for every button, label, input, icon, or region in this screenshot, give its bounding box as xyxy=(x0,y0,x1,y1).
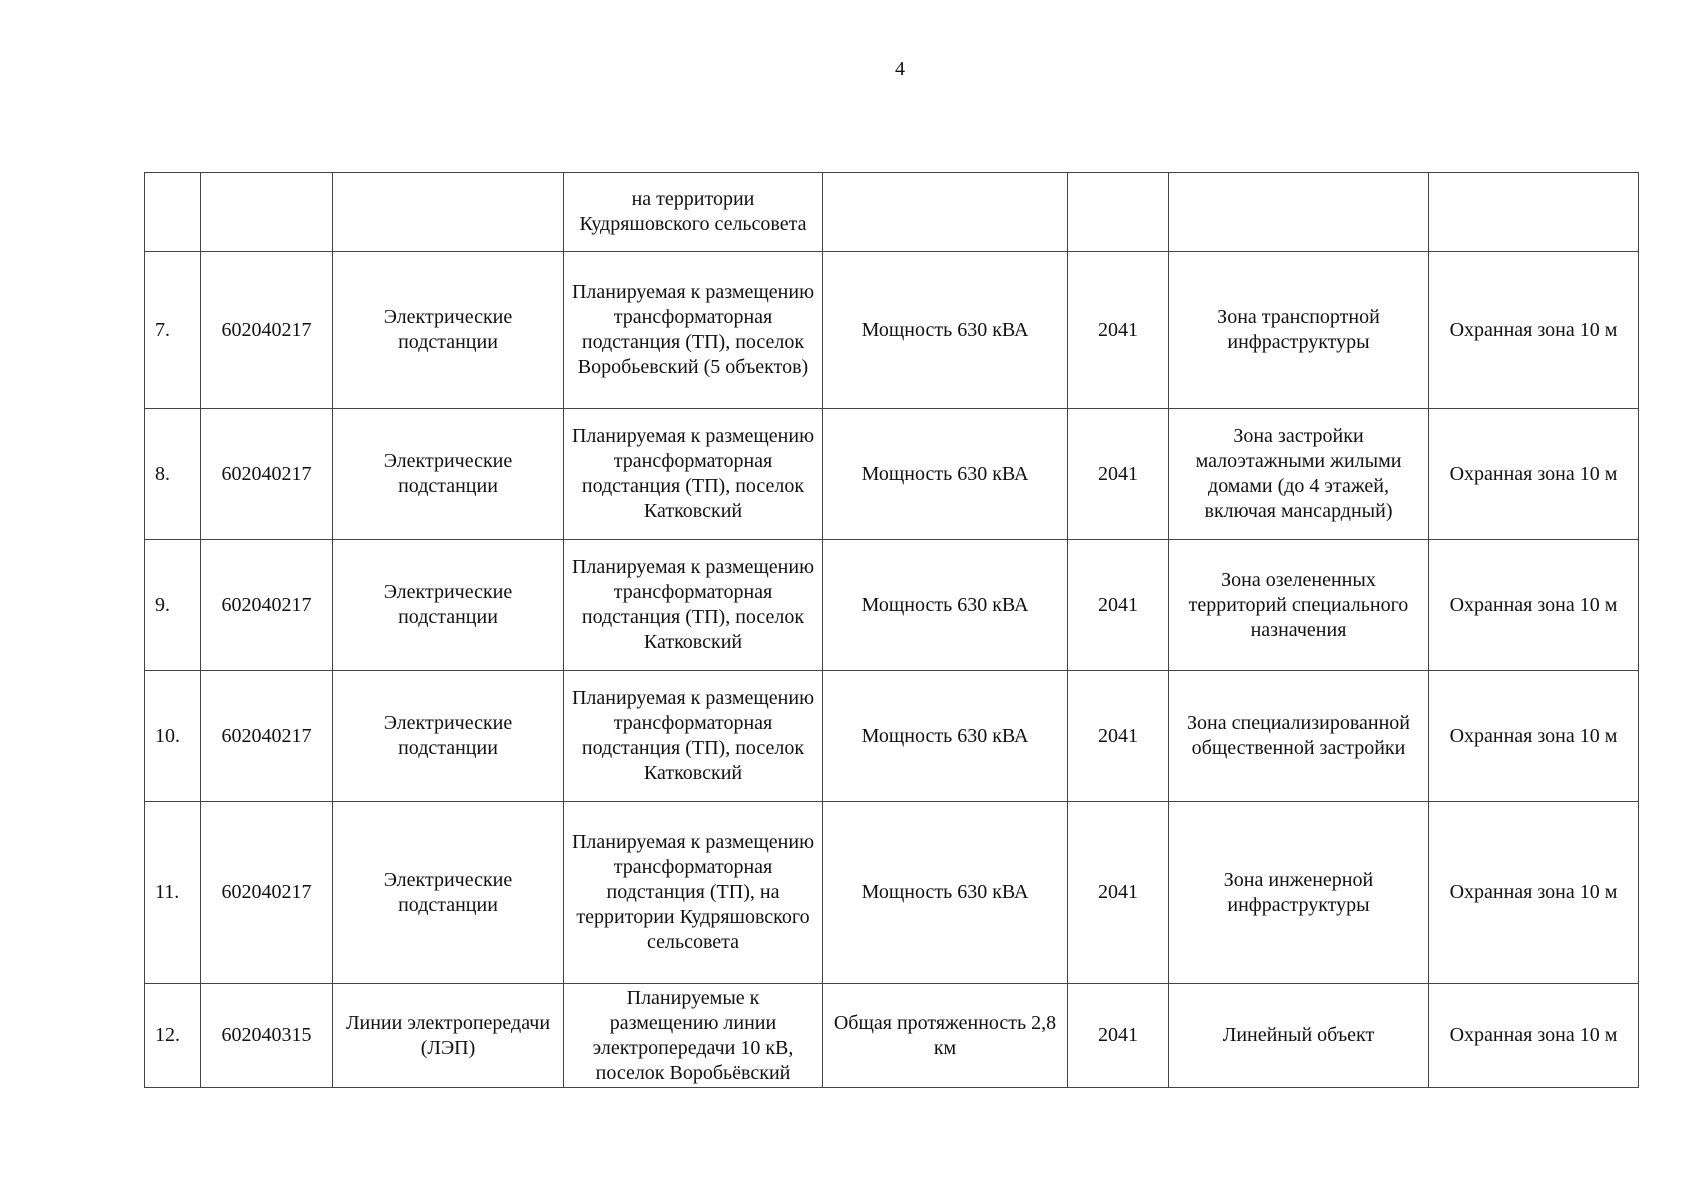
cell-zone: Зона инженерной инфраструктуры xyxy=(1169,802,1429,984)
cell-description: Планируемая к размещению трансформаторная подстанция (ТП), поселок Воробьевский (5 объектов) xyxy=(564,252,823,409)
cell-number: 9. xyxy=(145,540,201,671)
cell-number: 12. xyxy=(145,984,201,1088)
cell-zone xyxy=(1169,173,1429,252)
cell-code: 602040217 xyxy=(201,409,333,540)
table-row xyxy=(145,252,1639,409)
cell-description: Планируемая к размещению трансформаторная подстанция (ТП), на территории Кудряшовского сельсовета xyxy=(564,802,823,984)
table-row xyxy=(145,802,1639,984)
cell-description: на территории Кудряшовского сельсовета xyxy=(564,173,823,252)
cell-number: 11. xyxy=(145,802,201,984)
cell-characteristics: Мощность 630 кВА xyxy=(823,802,1068,984)
cell-number: 10. xyxy=(145,671,201,802)
table-row xyxy=(145,984,1639,1088)
cell-characteristics: Мощность 630 кВА xyxy=(823,252,1068,409)
cell-protection-zone: Охранная зона 10 м xyxy=(1429,252,1639,409)
table-row xyxy=(145,540,1639,671)
table-row-continuation xyxy=(145,173,1639,252)
cell-zone: Зона озелененных территорий специального назначения xyxy=(1169,540,1429,671)
cell-number: 7. xyxy=(145,252,201,409)
table-row xyxy=(145,409,1639,540)
cell-description: Планируемые к размещению линии электропередачи 10 кВ, поселок Воробьёвский xyxy=(564,984,823,1088)
cell-characteristics: Мощность 630 кВА xyxy=(823,671,1068,802)
cell-code: 602040217 xyxy=(201,252,333,409)
cell-code: 602040217 xyxy=(201,540,333,671)
cell-type: Линии электропередачи (ЛЭП) xyxy=(333,984,564,1088)
cell-year: 2041 xyxy=(1068,984,1169,1088)
cell-description: Планируемая к размещению трансформаторная подстанция (ТП), поселок Катковский xyxy=(564,540,823,671)
cell-characteristics: Мощность 630 кВА xyxy=(823,540,1068,671)
cell-number: 8. xyxy=(145,409,201,540)
cell-protection-zone: Охранная зона 10 м xyxy=(1429,802,1639,984)
cell-zone: Линейный объект xyxy=(1169,984,1429,1088)
cell-type: Электрические подстанции xyxy=(333,409,564,540)
cell-code: 602040217 xyxy=(201,671,333,802)
cell-year: 2041 xyxy=(1068,802,1169,984)
cell-zone: Зона транспортной инфраструктуры xyxy=(1169,252,1429,409)
cell-type: Электрические подстанции xyxy=(333,252,564,409)
cell-protection-zone: Охранная зона 10 м xyxy=(1429,984,1639,1088)
cell-characteristics: Мощность 630 кВА xyxy=(823,409,1068,540)
cell-protection-zone: Охранная зона 10 м xyxy=(1429,409,1639,540)
page-number: 4 xyxy=(895,58,905,80)
cell-year: 2041 xyxy=(1068,409,1169,540)
cell-characteristics: Общая протяженность 2,8 км xyxy=(823,984,1068,1088)
cell-zone: Зона специализированной общественной застройки xyxy=(1169,671,1429,802)
cell-code: 602040217 xyxy=(201,802,333,984)
cell-year: 2041 xyxy=(1068,540,1169,671)
cell-type: Электрические подстанции xyxy=(333,540,564,671)
cell-year xyxy=(1068,173,1169,252)
cell-code: 602040315 xyxy=(201,984,333,1088)
cell-code xyxy=(201,173,333,252)
cell-protection-zone: Охранная зона 10 м xyxy=(1429,540,1639,671)
cell-characteristics xyxy=(823,173,1068,252)
cell-protection-zone: Охранная зона 10 м xyxy=(1429,671,1639,802)
cell-type: Электрические подстанции xyxy=(333,671,564,802)
cell-type: Электрические подстанции xyxy=(333,802,564,984)
table-row xyxy=(145,671,1639,802)
cell-number xyxy=(145,173,201,252)
cell-description: Планируемая к размещению трансформаторная подстанция (ТП), поселок Катковский xyxy=(564,671,823,802)
cell-year: 2041 xyxy=(1068,252,1169,409)
cell-type xyxy=(333,173,564,252)
cell-description: Планируемая к размещению трансформаторная подстанция (ТП), поселок Катковский xyxy=(564,409,823,540)
facilities-table xyxy=(144,172,1639,1088)
cell-year: 2041 xyxy=(1068,671,1169,802)
cell-protection-zone xyxy=(1429,173,1639,252)
cell-zone: Зона застройки малоэтажными жилыми домами (до 4 этажей, включая мансардный) xyxy=(1169,409,1429,540)
